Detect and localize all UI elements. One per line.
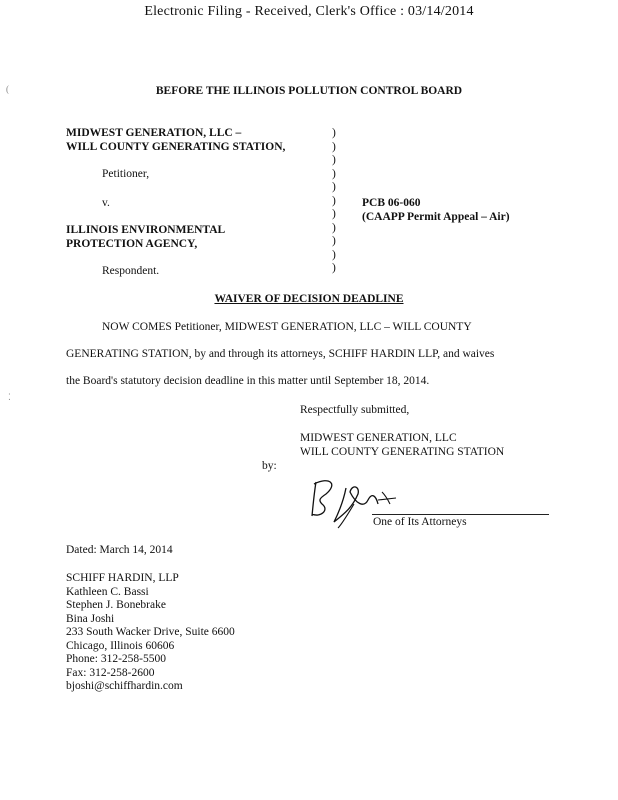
petitioner-role: Petitioner, xyxy=(102,167,150,180)
firm-line: Kathleen C. Bassi xyxy=(66,585,149,598)
caption-divider-parens: ) ) ) ) ) ) ) ) ) ) ) xyxy=(332,127,336,274)
respectfully-submitted: Respectfully submitted, xyxy=(300,404,410,416)
date-line: Dated: March 14, 2014 xyxy=(66,544,173,556)
signature-line xyxy=(372,514,549,515)
firm-line: Chicago, Illinois 60606 xyxy=(66,639,175,652)
body-line-2: GENERATING STATION, by and through its attorneys, SCHIFF HARDIN LLP, and waives xyxy=(66,348,495,360)
board-title: BEFORE THE ILLINOIS POLLUTION CONTROL BOARD xyxy=(155,85,463,97)
firm-line: Stephen J. Bonebrake xyxy=(66,599,166,611)
versus: v. xyxy=(102,197,110,209)
firm-line: Phone: 312-258-5500 xyxy=(66,653,166,665)
petitioner-name-line1: MIDWEST GENERATION, LLC – xyxy=(66,127,242,139)
signer-caption: One of Its Attorneys xyxy=(373,516,467,528)
body-line-3: the Board's statutory decision deadline in this matter until September 18, 2014. xyxy=(66,375,430,387)
case-type: (CAAPP Permit Appeal – Air) xyxy=(362,210,510,223)
by-label: by: xyxy=(262,460,277,472)
respondent-role: Respondent. xyxy=(102,265,160,277)
party-line-2: WILL COUNTY GENERATING STATION xyxy=(300,445,505,458)
firm-name: SCHIFF HARDIN, LLP xyxy=(66,572,179,584)
scan-artifact-mark: ( xyxy=(6,84,9,94)
filing-stamp-header: Electronic Filing - Received, Clerk's Office : 03/14/2014 xyxy=(144,4,474,19)
case-number: PCB 06-060 xyxy=(362,197,421,209)
respondent-name-line1: ILLINOIS ENVIRONMENTAL xyxy=(66,224,226,236)
firm-line: Bina Joshi xyxy=(66,612,115,625)
firm-line: Fax: 312-258-2600 xyxy=(66,666,155,679)
petitioner-name-line2: WILL COUNTY GENERATING STATION, xyxy=(66,140,286,153)
firm-line: 233 South Wacker Drive, Suite 6600 xyxy=(66,626,235,638)
document-heading: WAIVER OF DECISION DEADLINE xyxy=(214,293,404,305)
scan-artifact-mark: ⁚ xyxy=(8,392,11,402)
body-line-1: NOW COMES Petitioner, MIDWEST GENERATION, LLC – WILL COUNTY xyxy=(102,321,472,333)
respondent-name-line2: PROTECTION AGENCY, xyxy=(66,237,198,250)
firm-email: bjoshi@schiffhardin.com xyxy=(66,680,183,692)
party-line-1: MIDWEST GENERATION, LLC xyxy=(300,432,457,444)
